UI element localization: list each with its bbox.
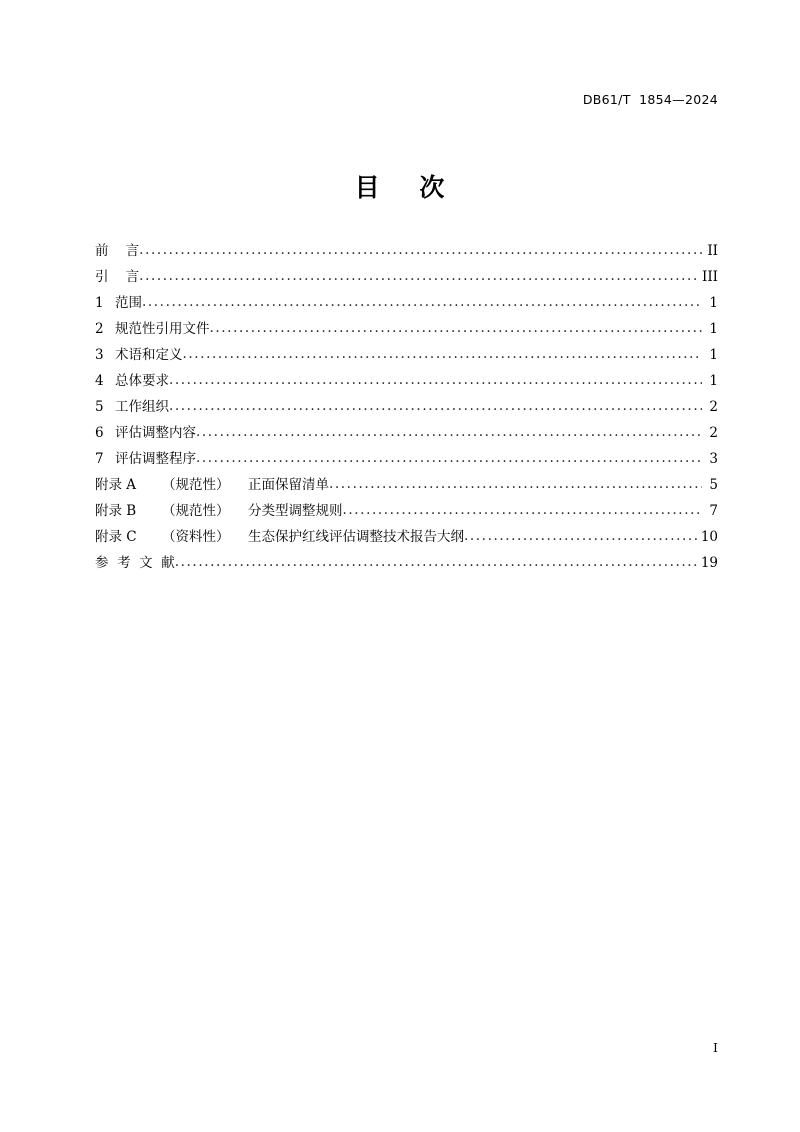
toc-entry-page: 2 <box>709 399 718 415</box>
toc-entry-number: 2 <box>95 321 104 337</box>
toc-entry-number: 1 <box>95 295 104 311</box>
toc-entry-label: 参 考 文 献 <box>95 555 175 571</box>
dot-leader <box>196 419 702 445</box>
dot-leader <box>196 445 702 471</box>
toc-entry-page: 1 <box>709 295 718 311</box>
toc-entry-label: 引 言 <box>95 269 140 285</box>
dot-leader <box>139 263 700 289</box>
toc-entry-title: 评估调整内容 <box>115 425 196 441</box>
toc-entry-title: 分类型调整规则 <box>248 503 343 519</box>
toc-entry-clause-5[interactable] <box>95 394 718 420</box>
dot-leader <box>329 471 702 497</box>
dot-leader <box>169 367 702 393</box>
toc-entry-clause-2[interactable] <box>95 316 718 342</box>
toc-entry-page: III <box>702 269 718 285</box>
toc-entry-page: 10 <box>700 529 718 545</box>
toc-entry-number: 5 <box>95 399 104 415</box>
toc-annex-id: 附录 A <box>95 477 137 493</box>
dot-leader <box>139 237 702 263</box>
document-header <box>95 92 718 112</box>
toc-entry-title: 术语和定义 <box>115 347 183 363</box>
toc-entry-page: 1 <box>709 373 718 389</box>
toc-entry-clause-4[interactable] <box>95 368 718 394</box>
toc-entry-title: 总体要求 <box>115 373 169 389</box>
document-footer <box>95 1040 718 1055</box>
toc-entry-title: 规范性引用文件 <box>115 321 210 337</box>
dot-leader <box>175 549 699 575</box>
dot-leader <box>183 341 703 367</box>
toc-entry-annex-c[interactable] <box>95 524 718 550</box>
page-number: I <box>713 1040 718 1055</box>
toc-annex-id: 附录 B <box>95 503 137 519</box>
toc-entry-clause-6[interactable] <box>95 420 718 446</box>
toc-entry-page: 19 <box>700 555 718 571</box>
toc-entry-title: 正面保留清单 <box>248 477 329 493</box>
toc-entry-preface[interactable] <box>95 238 718 264</box>
toc-annex-kind: （资料性） <box>162 529 230 545</box>
toc-entry-clause-1[interactable] <box>95 290 718 316</box>
toc-entry-title: 工作组织 <box>115 399 169 415</box>
toc-entry-page: 5 <box>709 477 718 493</box>
toc-entry-page: 3 <box>709 451 718 467</box>
toc-entry-bibliography[interactable] <box>95 550 718 576</box>
dot-leader <box>210 315 703 341</box>
toc-entry-title: 生态保护红线评估调整技术报告大纲 <box>248 529 464 545</box>
toc-entry-number: 6 <box>95 425 104 441</box>
toc-annex-kind: （规范性） <box>162 503 230 519</box>
toc-annex-id: 附录 C <box>95 529 137 545</box>
dot-leader <box>169 393 702 419</box>
toc-entry-introduction[interactable] <box>95 264 718 290</box>
toc-entry-page: 1 <box>709 347 718 363</box>
toc-entry-label: 前 言 <box>95 243 140 259</box>
page-title: 目 次 <box>354 173 446 202</box>
toc-entry-page: II <box>707 243 718 259</box>
toc-entry-page: 2 <box>709 425 718 441</box>
dot-leader <box>142 289 702 315</box>
toc-entry-number: 3 <box>95 347 104 363</box>
toc-entry-title: 评估调整程序 <box>115 451 196 467</box>
standard-code: DB61/T 1854—2024 <box>582 92 718 107</box>
toc-entry-annex-b[interactable] <box>95 498 718 524</box>
toc-entry-title: 范围 <box>115 295 142 311</box>
toc-entry-number: 4 <box>95 373 104 389</box>
toc-annex-kind: （规范性） <box>162 477 230 493</box>
dot-leader <box>464 523 699 549</box>
toc-entry-number: 7 <box>95 451 104 467</box>
dot-leader <box>343 497 703 523</box>
table-of-contents <box>95 238 718 576</box>
toc-entry-annex-a[interactable] <box>95 472 718 498</box>
toc-entry-page: 1 <box>709 321 718 337</box>
toc-entry-clause-3[interactable] <box>95 342 718 368</box>
toc-entry-page: 7 <box>709 503 718 519</box>
toc-entry-clause-7[interactable] <box>95 446 718 472</box>
